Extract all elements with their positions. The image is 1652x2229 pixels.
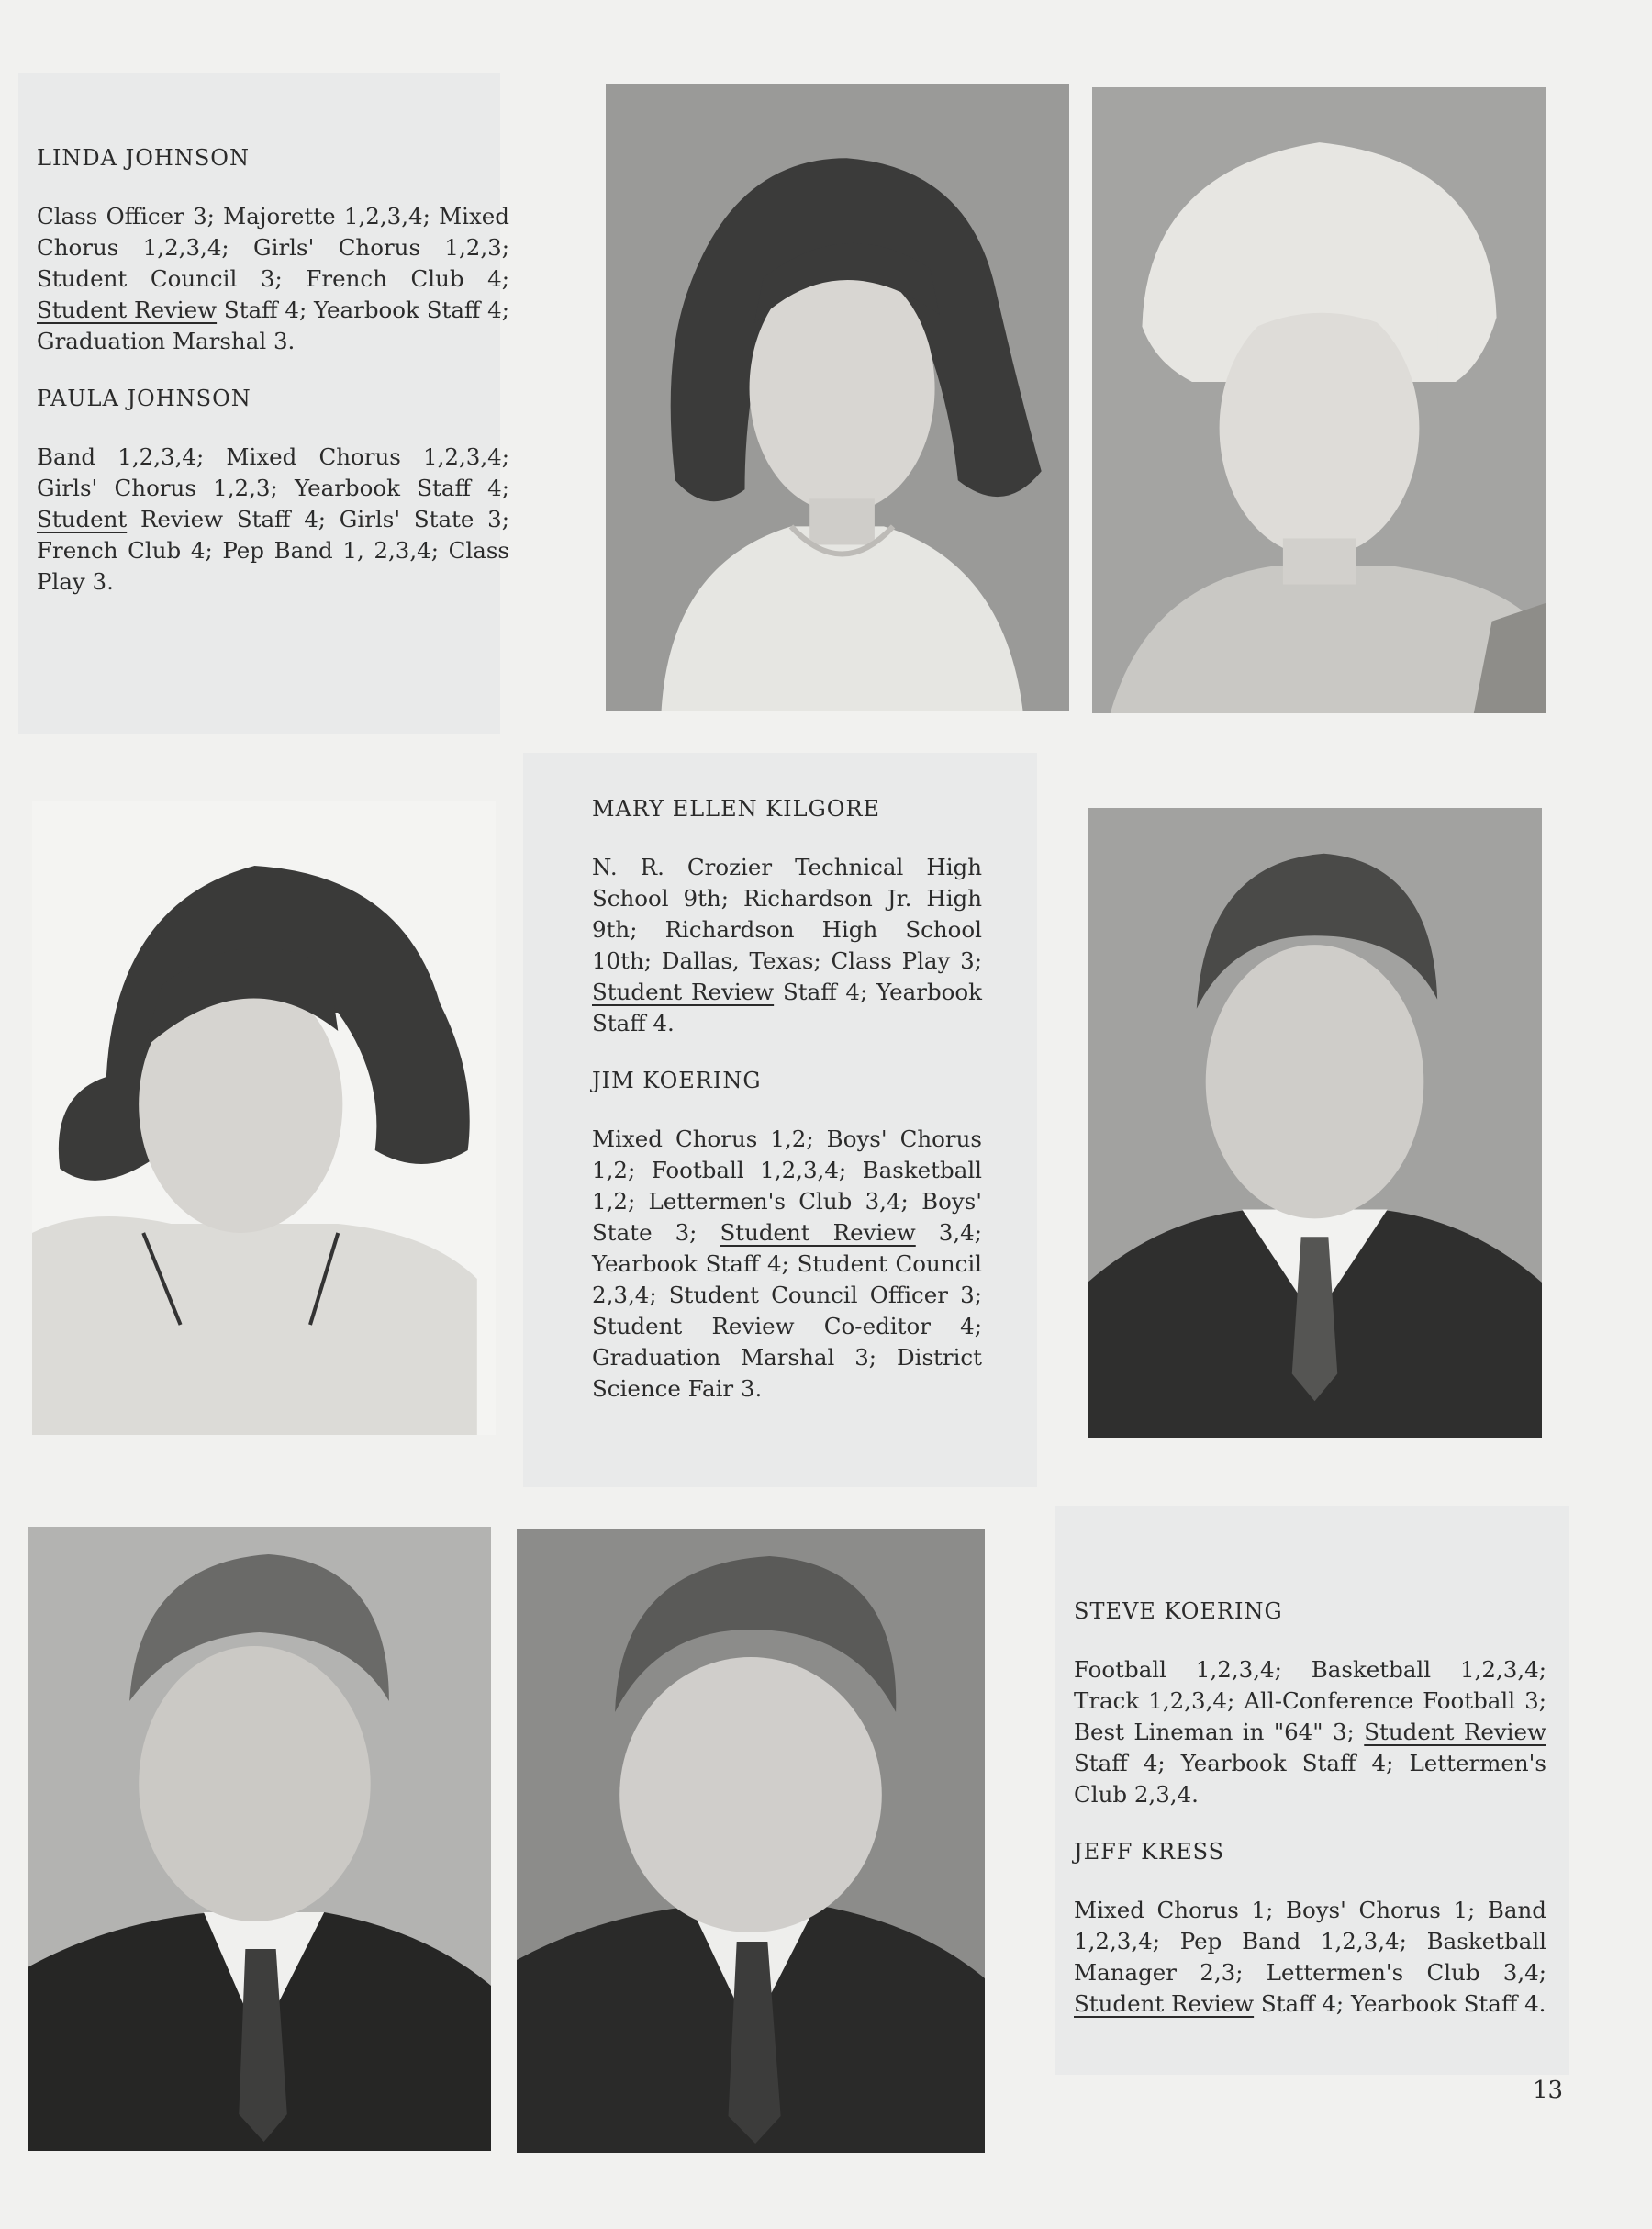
portrait-photo (517, 1529, 985, 2153)
student-bio: Mixed Chorus 1; Boys' Chorus 1; Band 1,2,3,4; Pep Band 1,2,3,4; Basketball Manager 2,3; Lettermen's Club 3,4; Student Review Staff 4; Yearbook Staff 4. (1074, 1897, 1546, 2017)
student-entry (1074, 1596, 1546, 1810)
student-entry (592, 1065, 982, 1405)
portrait-photo (32, 801, 496, 1435)
publication-title: Student Review (1364, 1719, 1546, 1745)
publication-title: Student Review (720, 1219, 916, 1246)
student-name: PAULA JOHNSON (37, 386, 251, 411)
text-block-top-left (37, 142, 509, 623)
portrait-illustration (517, 1529, 985, 2153)
student-entry (37, 383, 509, 598)
student-name: JEFF KRESS (1074, 1839, 1225, 1865)
portrait-illustration (1088, 808, 1542, 1438)
portrait-photo (1092, 87, 1546, 713)
publication-title: Student (37, 506, 128, 532)
publication-title: Student Review (37, 297, 218, 323)
student-bio: Football 1,2,3,4; Basketball 1,2,3,4; Track 1,2,3,4; All-Conference Football 3; Best Lineman in "64" 3; Student Review Staff 4; Yearbook Staff 4; Lettermen's Club 2,3,4. (1074, 1656, 1546, 1808)
portrait-photo (606, 84, 1069, 711)
student-name: LINDA JOHNSON (37, 145, 250, 171)
portrait-photo (28, 1527, 491, 2151)
student-entry (592, 793, 982, 1039)
student-bio: Mixed Chorus 1,2; Boys' Chorus 1,2; Football 1,2,3,4; Basketball 1,2; Lettermen's Club 3,4; Boys' State 3; Student Review 3,4; Yearbook Staff 4; Student Council 2,3,4; Student Council Officer 3; Student Review Co-editor 4; Graduation Marshal 3; District Science Fair 3. (592, 1126, 982, 1402)
portrait-illustration (1092, 87, 1546, 713)
text-block-middle (592, 793, 982, 1430)
student-name: JIM KOERING (592, 1068, 762, 1093)
text-block-bottom-right (1074, 1596, 1546, 2045)
publication-title: Student Review (592, 979, 775, 1005)
student-bio: N. R. Crozier Technical High School 9th; Richardson Jr. High 9th; Richardson High School 10th; Dallas, Texas; Class Play 3; Student Review Staff 4; Yearbook Staff 4. (592, 854, 982, 1036)
publication-title: Student Review (1074, 1990, 1255, 2017)
student-name: MARY ELLEN KILGORE (592, 796, 881, 822)
portrait-photo (1088, 808, 1542, 1438)
portrait-illustration (606, 84, 1069, 711)
portrait-illustration (28, 1527, 491, 2151)
student-entry (37, 142, 509, 357)
student-bio: Band 1,2,3,4; Mixed Chorus 1,2,3,4; Girls' Chorus 1,2,3; Yearbook Staff 4; Student Review Staff 4; Girls' State 3; French Club 4; Pep Band 1, 2,3,4; Class Play 3. (37, 443, 509, 595)
portrait-illustration (32, 801, 496, 1435)
student-entry (1074, 1836, 1546, 2020)
student-bio: Class Officer 3; Majorette 1,2,3,4; Mixed Chorus 1,2,3,4; Girls' Chorus 1,2,3; Student Council 3; French Club 4; Student Review Staff 4; Yearbook Staff 4; Graduation Marshal 3. (37, 203, 509, 354)
page-number: 13 (1533, 2077, 1564, 2104)
student-name: STEVE KOERING (1074, 1598, 1283, 1624)
